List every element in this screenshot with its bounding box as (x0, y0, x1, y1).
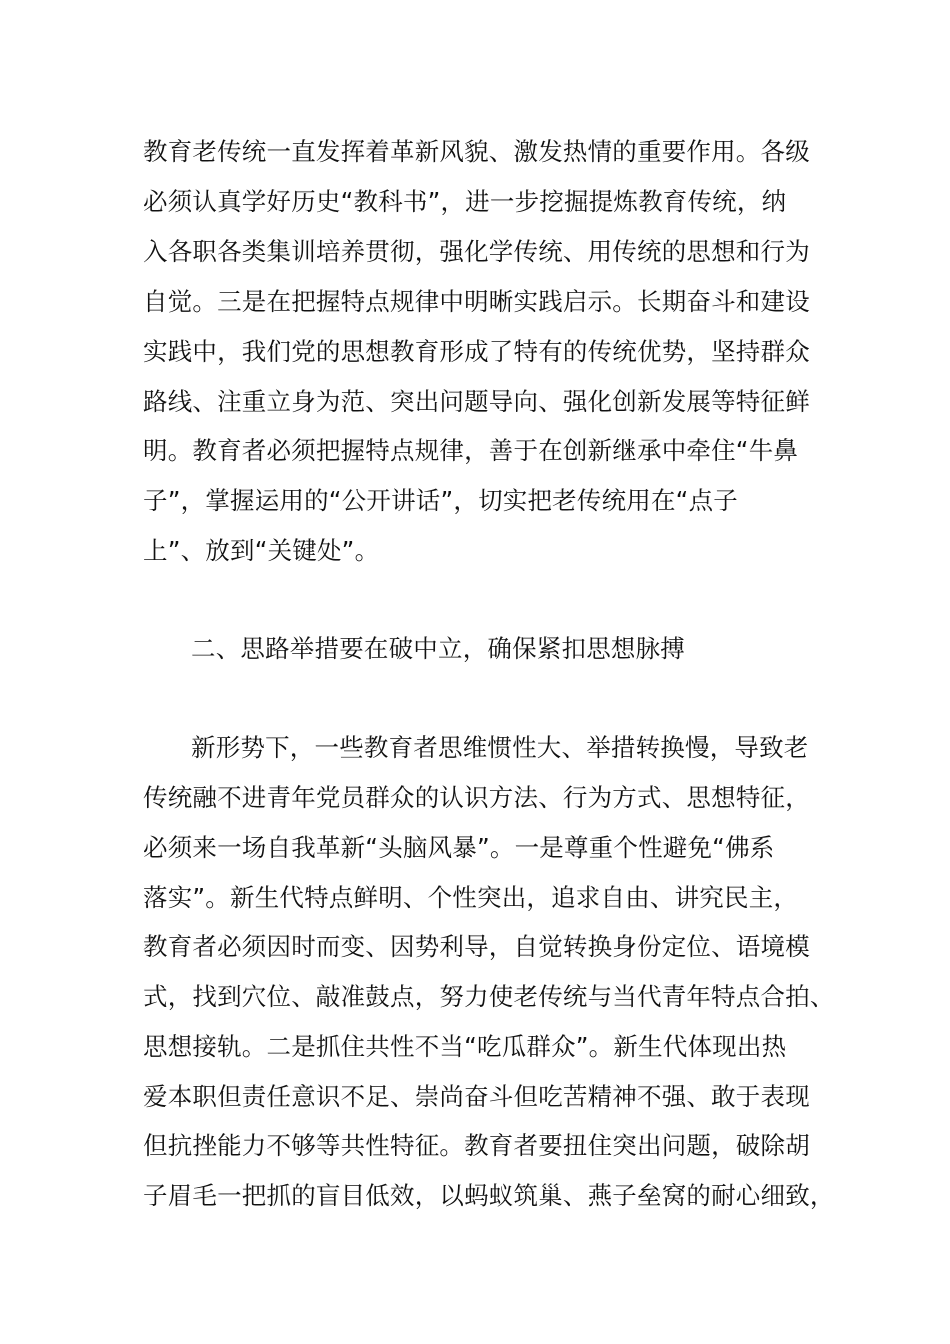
paragraph-line: 爱本职但责任意识不足、崇尚奋斗但吃苦精神不强、敢于表现 (143, 1082, 810, 1111)
paragraph-line: 路线、注重立身为范、突出问题导向、强化创新发展等特征鲜 (143, 387, 810, 416)
paragraph-line: 自觉。三是在把握特点规律中明晰实践启示。长期奋斗和建设 (143, 287, 810, 316)
paragraph-line: 教育老传统一直发挥着革新风貌、激发热情的重要作用。各级 (143, 137, 810, 166)
paragraph-line: 教育者必须因时而变、因势利导，自觉转换身份定位、语境模 (143, 932, 810, 961)
paragraph-line: 明。教育者必须把握特点规律，善于在创新继承中牵住“牛鼻 (143, 436, 799, 465)
paragraph-line: 必须认真学好历史“教科书”，进一步挖掘提炼教育传统，纳 (143, 187, 787, 216)
paragraph-line: 子眉毛一把抓的盲目低效，以蚂蚁筑巢、燕子垒窝的耐心细致， (143, 1181, 835, 1210)
paragraph-line: 必须来一场自我革新“头脑风暴”。一是尊重个性避免“佛系 (143, 833, 775, 862)
paragraph-line: 传统融不进青年党员群众的认识方法、行为方式、思想特征， (143, 783, 810, 812)
paragraph-line: 思想接轨。二是抓住共性不当“吃瓜群众”。新生代体现出热 (143, 1032, 787, 1061)
paragraph-line: 落实”。新生代特点鲜明、个性突出，追求自由、讲究民主， (143, 883, 799, 912)
paragraph-line: 但抗挫能力不够等共性特征。教育者要扭住突出问题，破除胡 (143, 1131, 810, 1160)
section-heading: 二、思路举措要在破中立，确保紧扣思想脉搏 (191, 634, 685, 663)
paragraph-line: 入各职各类集训培养贯彻，强化学传统、用传统的思想和行为 (143, 237, 810, 266)
paragraph-line: 上”、放到“关键处”。 (143, 536, 380, 565)
paragraph-line: 新形势下，一些教育者思维惯性大、举措转换慢，导致老 (191, 733, 809, 762)
paragraph-line: 式，找到穴位、敲准鼓点，努力使老传统与当代青年特点合拍、 (143, 982, 835, 1011)
paragraph-line: 实践中，我们党的思想教育形成了特有的传统优势，坚持群众 (143, 337, 810, 366)
paragraph-line: 子”，掌握运用的“公开讲话”，切实把老传统用在“点子 (143, 486, 738, 515)
